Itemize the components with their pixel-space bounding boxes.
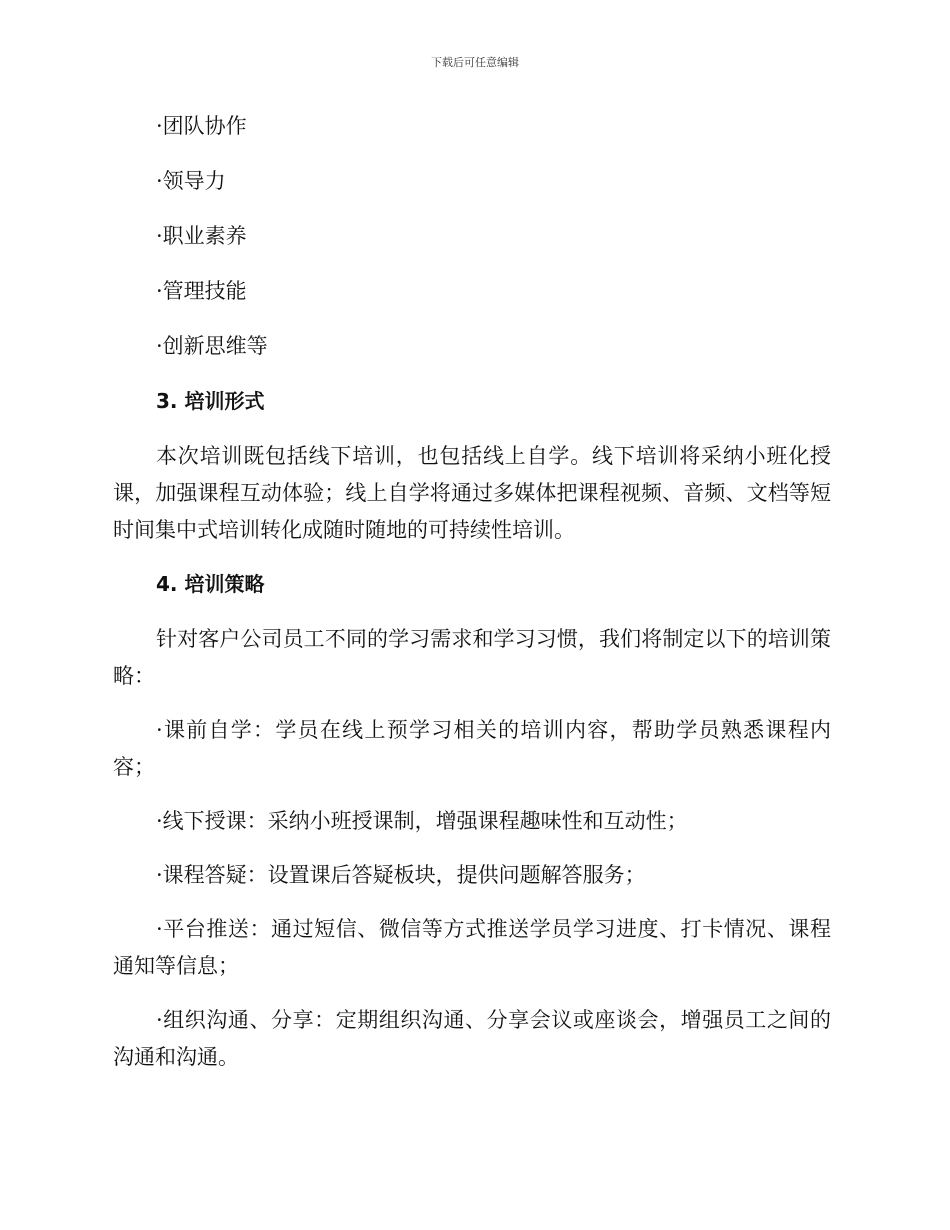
bullet-item: ·团队协作 [156,114,247,138]
bullet-item: ·职业素养 [156,224,247,248]
paragraph: 本次培训既包括线下培训，也包括线上自学。线下培训将采纳小班化授课，加强课程互动体验；线上自学将通过多媒体把课程视频、音频、文档等短时间集中式培训转化成随时随地的可持续性培训。 [113,444,831,542]
strategy-item: ·课程答疑：设置课后答疑板块，提供问题解答服务； [156,863,646,887]
bullet-item: ·创新思维等 [156,334,268,358]
strategy-item: ·组织沟通、分享：定期组织沟通、分享会议或座谈会，增强员工之间的沟通和沟通。 [113,1008,831,1069]
section-heading: 4. 培训策略 [156,572,265,596]
paragraph: 针对客户公司员工不同的学习需求和学习习惯，我们将制定以下的培训策略： [113,627,831,688]
strategy-item: ·课前自学：学员在线上预学习相关的培训内容，帮助学员熟悉课程内容； [113,718,831,779]
document-body [113,108,831,1093]
bullet-item: ·领导力 [156,169,226,193]
strategy-item: ·平台推送：通过短信、微信等方式推送学员学习进度、打卡情况、课程通知等信息； [113,917,831,978]
page-header: 下载后可任意编辑 [431,56,519,69]
bullet-item: ·管理技能 [156,279,247,303]
section-heading: 3. 培训形式 [156,389,265,413]
strategy-item: ·线下授课：采纳小班授课制，增强课程趣味性和互动性； [156,809,688,833]
